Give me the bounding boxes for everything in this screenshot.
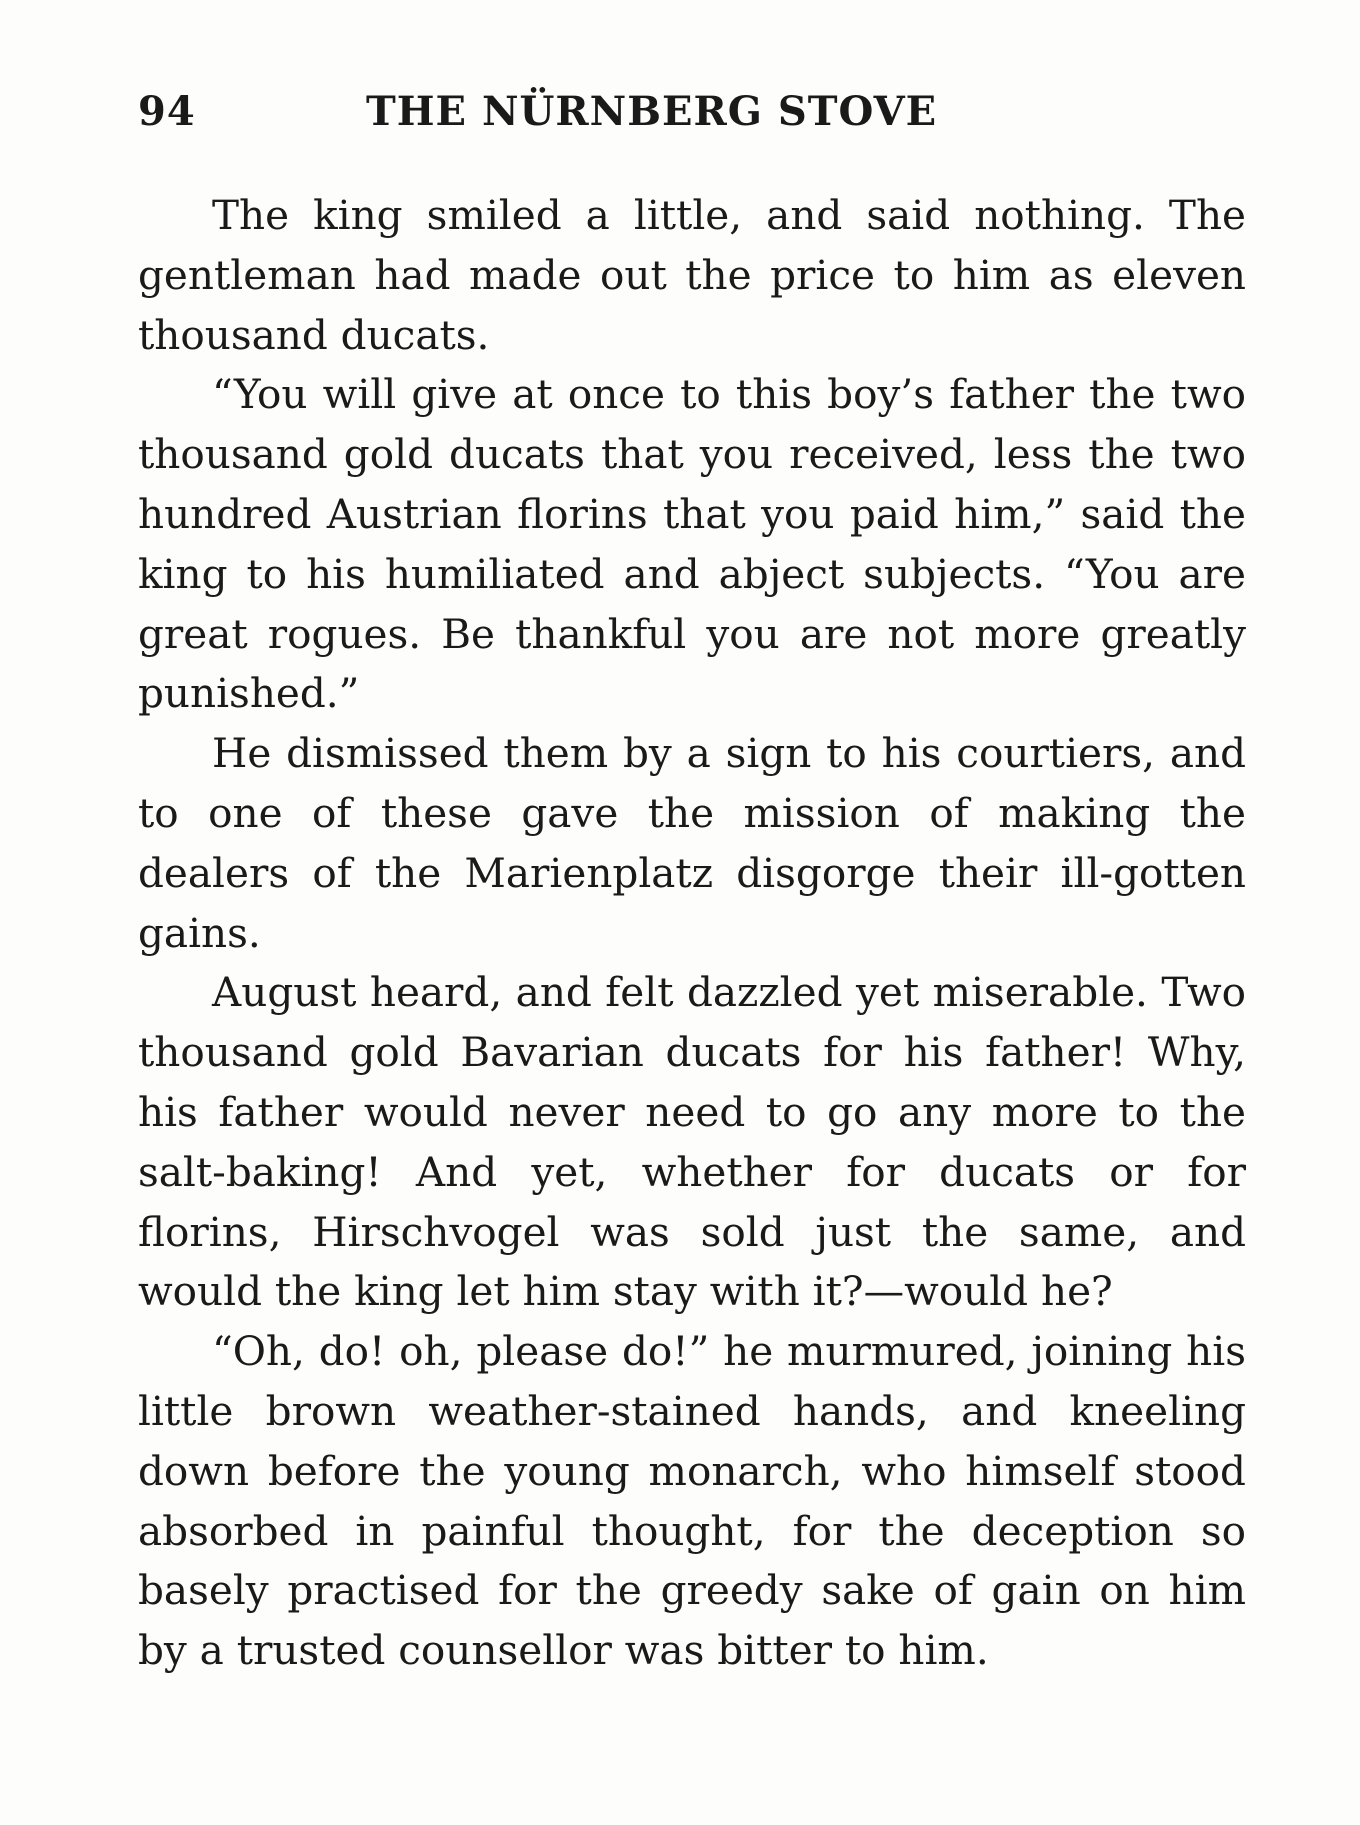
- paragraph-5: “Oh, do! oh, please do!” he murmured, joining his little brown weather-stained hands, and kneeling down before the young monarch, who himself stood absorbed in painful thought, for the deception so basely practised for the greedy sake of gain on him by a trusted counsellor was bitter to him.: [138, 1327, 1246, 1675]
- page-number: 94: [138, 88, 196, 135]
- paragraph-3: He dismissed them by a sign to his courtiers, and to one of these gave the mission of making the dealers of the Marienplatz disgorge their ill-gotten gains.: [138, 729, 1246, 957]
- running-head: [138, 80, 1258, 150]
- book-title: THE NÜRNBERG STOVE: [366, 88, 938, 135]
- paragraph-4: August heard, and felt dazzled yet miserable. Two thousand gold Bavarian ducats for his father! Why, his father would never need to go any more to the salt-baking! And yet, whether for ducats or for florins, Hirschvogel was sold just the same, and would the king let him stay with it?—would he?: [138, 968, 1246, 1316]
- paragraph-1: The king smiled a little, and said nothing. The gentleman had made out the price to him as eleven thousand ducats.: [138, 191, 1246, 359]
- paragraph-2: “You will give at once to this boy’s father the two thousand gold ducats that you received, less the two hundred Austrian florins that you paid him,” said the king to his humiliated and abject subjects. “You are great rogues. Be thankful you are not more greatly punished.”: [138, 370, 1246, 718]
- body-text: [138, 186, 1246, 1681]
